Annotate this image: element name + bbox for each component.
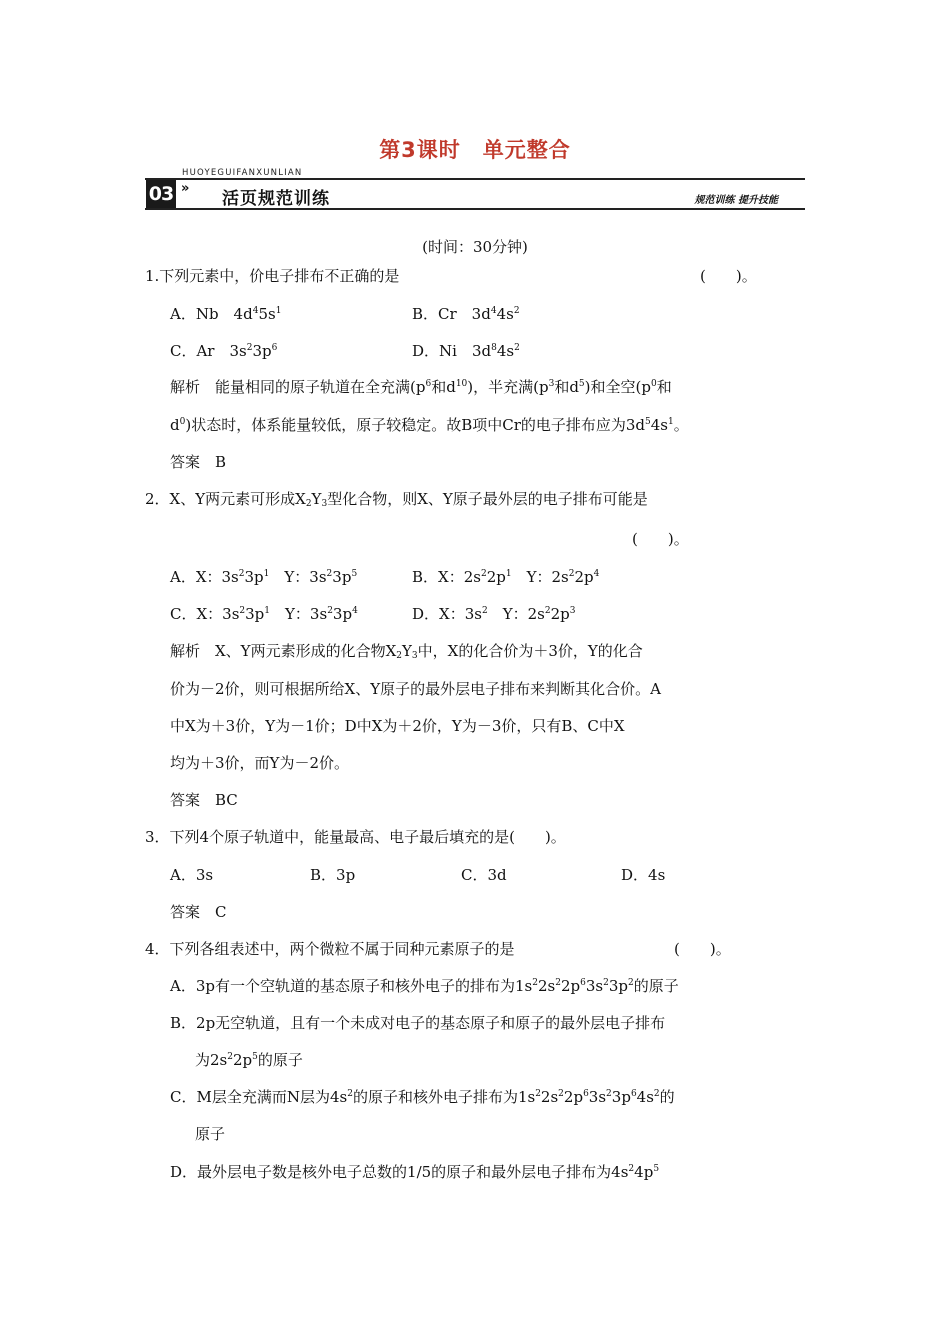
page-title: 第3课时 单元整合	[379, 138, 571, 162]
q4-option-b-line-2: 为$2s^22p^5$的原子	[195, 1051, 303, 1069]
banner-slogan: 规范训练 提升技能	[694, 195, 778, 206]
q3-option-b: B．3p	[310, 866, 356, 884]
q1-answer: 答案 B	[170, 453, 227, 471]
q4-option-b-line-1: B．2p无空轨道，且有一个未成对电子的基态原子和原子的最外层电子排布	[170, 1014, 666, 1032]
q2-analysis-line-2: 价为－2价，则可根据所给X、Y原子的最外层电子排布来判断其化合价。A	[170, 680, 661, 698]
q4-option-c-line-2: 原子	[195, 1125, 226, 1143]
q2-option-c: C．X：$3s^23p^1$ Y：$3s^23p^4$	[170, 605, 358, 623]
q1-option-d: D．Ni $3d^84s^2$	[412, 342, 520, 360]
q2-answer: 答案 BC	[170, 791, 238, 809]
q2-option-d: D．X：$3s^2$ Y：$2s^22p^3$	[412, 605, 576, 623]
q1-analysis-line-2: $d^0$)状态时，体系能量较低，原子较稳定。故B项中Cr的电子排布应为$3d^54s^1$。	[170, 416, 689, 434]
q2-analysis-line-3: 中X为＋3价，Y为－1价；D中X为＋2价，Y为－3价，只有B、C中X	[170, 717, 625, 735]
q2-option-a: A．X：$3s^23p^1$ Y：$3s^23p^5$	[170, 568, 358, 586]
q1-analysis-line-1: 解析 能量相同的原子轨道在全充满($p^6$和$d^{10}$)，半充满($p^3$和$d^5$)和全空($p^0$和	[170, 378, 672, 396]
q4-option-c-line-1: C．M层全充满而N层为$4s^2$的原子和核外电子排布为$1s^22s^22p^63s^23p^64s^2$的	[170, 1088, 675, 1106]
banner-title: 活页规范训练	[222, 189, 330, 209]
q2-analysis-line-4: 均为＋3价，而Y为－2价。	[170, 754, 349, 772]
q3-option-a: A．3s	[170, 866, 214, 884]
q2-analysis-line-1: 解析 X、Y两元素形成的化合物$X_2Y_3$中，X的化合价为＋3价，Y的化合	[170, 642, 643, 661]
q4-option-a: A．3p有一个空轨道的基态原子和核外电子的排布为$1s^22s^22p^63s^23p^2$的原子	[170, 977, 679, 995]
question-4-paren: ( )。	[674, 940, 731, 958]
double-chevron-icon: »	[181, 181, 190, 196]
q2-option-b: B．X：$2s^22p^1$ Y：$2s^22p^4$	[412, 568, 600, 586]
banner-top-rule	[145, 178, 805, 180]
banner-bottom-rule	[145, 208, 805, 210]
q1-option-c: C．Ar $3s^23p^6$	[170, 342, 278, 360]
banner-number-badge: 03	[146, 180, 176, 209]
banner-pinyin: HUOYEGUIFANXUNLIAN	[182, 168, 303, 178]
question-4-stem: 4．下列各组表述中，两个微粒不属于同种元素原子的是	[145, 940, 515, 958]
question-3-stem: 3．下列4个原子轨道中，能量最高、电子最后填充的是( )。	[145, 828, 566, 846]
question-1-paren: ( )。	[700, 267, 757, 285]
question-2-paren: ( )。	[632, 530, 689, 548]
q3-answer: 答案 C	[170, 903, 227, 921]
q1-option-a: A．Nb $4d^45s^1$	[170, 305, 282, 323]
question-2-stem: 2．X、Y两元素可形成$X_2Y_3$型化合物，则X、Y原子最外层的电子排布可能是	[145, 490, 648, 509]
q3-option-d: D．4s	[621, 866, 666, 884]
time-note: (时间：30分钟)	[422, 238, 528, 256]
question-1-stem: 1.下列元素中，价电子排布不正确的是	[145, 267, 400, 285]
q1-option-b: B．Cr $3d^44s^2$	[412, 305, 520, 323]
q4-option-d-line-1: D．最外层电子数是核外电子总数的1/5的原子和最外层电子排布为$4s^24p^5$	[170, 1163, 660, 1181]
q3-option-c: C．3d	[461, 866, 507, 884]
